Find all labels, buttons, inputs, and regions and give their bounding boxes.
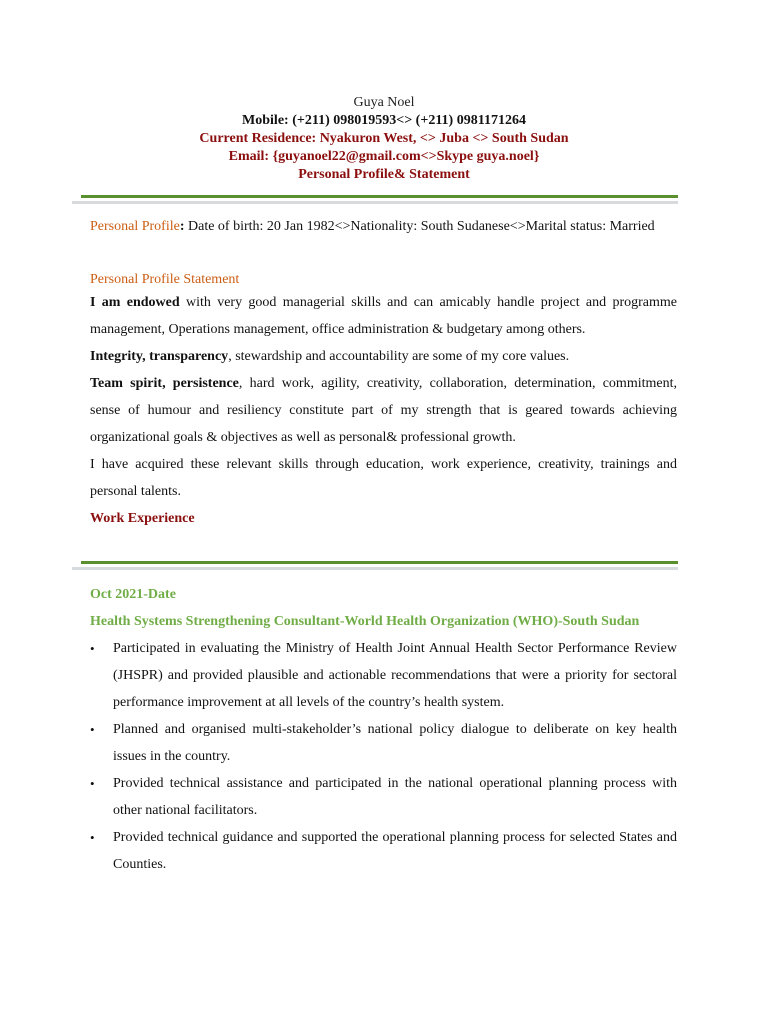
divider-grey-bar bbox=[72, 201, 678, 204]
divider-green-bar bbox=[81, 561, 678, 564]
residence-line: Current Residence: Nyakuron West, <> Juba <> South Sudan bbox=[199, 131, 569, 146]
statement-p3-bold: Team spirit, persistence bbox=[90, 376, 239, 391]
bullet-text: Provided technical assistance and participated in the national operational planning process with other national facilitators. bbox=[113, 776, 677, 818]
statement-p2-bold: Integrity, transparency bbox=[90, 349, 229, 364]
work-bullet-list bbox=[90, 635, 677, 878]
bullet-icon: • bbox=[90, 641, 95, 656]
statement-p1-bold: I am endowed bbox=[90, 295, 180, 310]
bullet-text: Planned and organised multi-stakeholder’s national policy dialogue to deliberate on key health issues in the country. bbox=[113, 722, 677, 764]
work-experience-heading: Work Experience bbox=[90, 511, 195, 526]
personal-profile-colon: : bbox=[179, 219, 185, 234]
header-divider bbox=[81, 195, 678, 204]
section-title: Personal Profile& Statement bbox=[298, 167, 470, 182]
candidate-name: Guya Noel bbox=[353, 95, 415, 110]
bullet-icon: • bbox=[90, 830, 95, 845]
bullet-icon: • bbox=[90, 722, 95, 737]
personal-profile-label: Personal Profile bbox=[90, 219, 180, 234]
email-line: Email: {guyanoel22@gmail.com<>Skype guya.noel} bbox=[228, 149, 540, 164]
work-period: Oct 2021-Date bbox=[90, 587, 176, 602]
statement-paragraph bbox=[90, 451, 677, 505]
mobile-line: Mobile: (+211) 098019593<> (+211) 0981171264 bbox=[242, 113, 526, 128]
work-entry bbox=[90, 581, 677, 878]
statement-paragraph bbox=[90, 289, 677, 343]
list-item bbox=[90, 635, 677, 716]
statement-p2-text: , stewardship and accountability are some of my core values. bbox=[228, 349, 570, 364]
bullet-text: Participated in evaluating the Ministry of Health Joint Annual Health Sector Performance Review (JHSPR) and provided plausible and actionable recommendations that were a priority for sectoral performance improvement at all levels of the country’s health system. bbox=[113, 641, 677, 710]
profile-statement bbox=[90, 271, 677, 532]
work-divider bbox=[81, 561, 678, 570]
statement-heading: Personal Profile Statement bbox=[90, 272, 240, 287]
personal-profile-text: Date of birth: 20 Jan 1982<>Nationality: South Sudanese<>Marital status: Married bbox=[184, 219, 655, 234]
resume-header bbox=[0, 94, 768, 184]
personal-profile bbox=[90, 218, 677, 236]
statement-paragraph bbox=[90, 343, 677, 370]
statement-p1-text: with very good managerial skills and can amicably handle project and programme management, Operations management, office administration & budgetary among others. bbox=[90, 295, 677, 337]
divider-grey-bar bbox=[72, 567, 678, 570]
bullet-icon: • bbox=[90, 776, 95, 791]
statement-p4-text: I have acquired these relevant skills through education, work experience, creativity, trainings and personal talents. bbox=[90, 457, 677, 499]
list-item bbox=[90, 716, 677, 770]
list-item bbox=[90, 770, 677, 824]
work-role: Health Systems Strengthening Consultant-World Health Organization (WHO)-South Sudan bbox=[90, 614, 640, 629]
bullet-text: Provided technical guidance and supported the operational planning process for selected States and Counties. bbox=[113, 830, 677, 872]
statement-p3-text: , hard work, agility, creativity, collaboration, determination, commitment, sense of humour and resiliency constitute part of my strength that is geared towards achieving organizational goals & objectives as well as personal& professional growth. bbox=[90, 376, 677, 445]
statement-paragraph bbox=[90, 370, 677, 451]
list-item bbox=[90, 824, 677, 878]
divider-green-bar bbox=[81, 195, 678, 198]
